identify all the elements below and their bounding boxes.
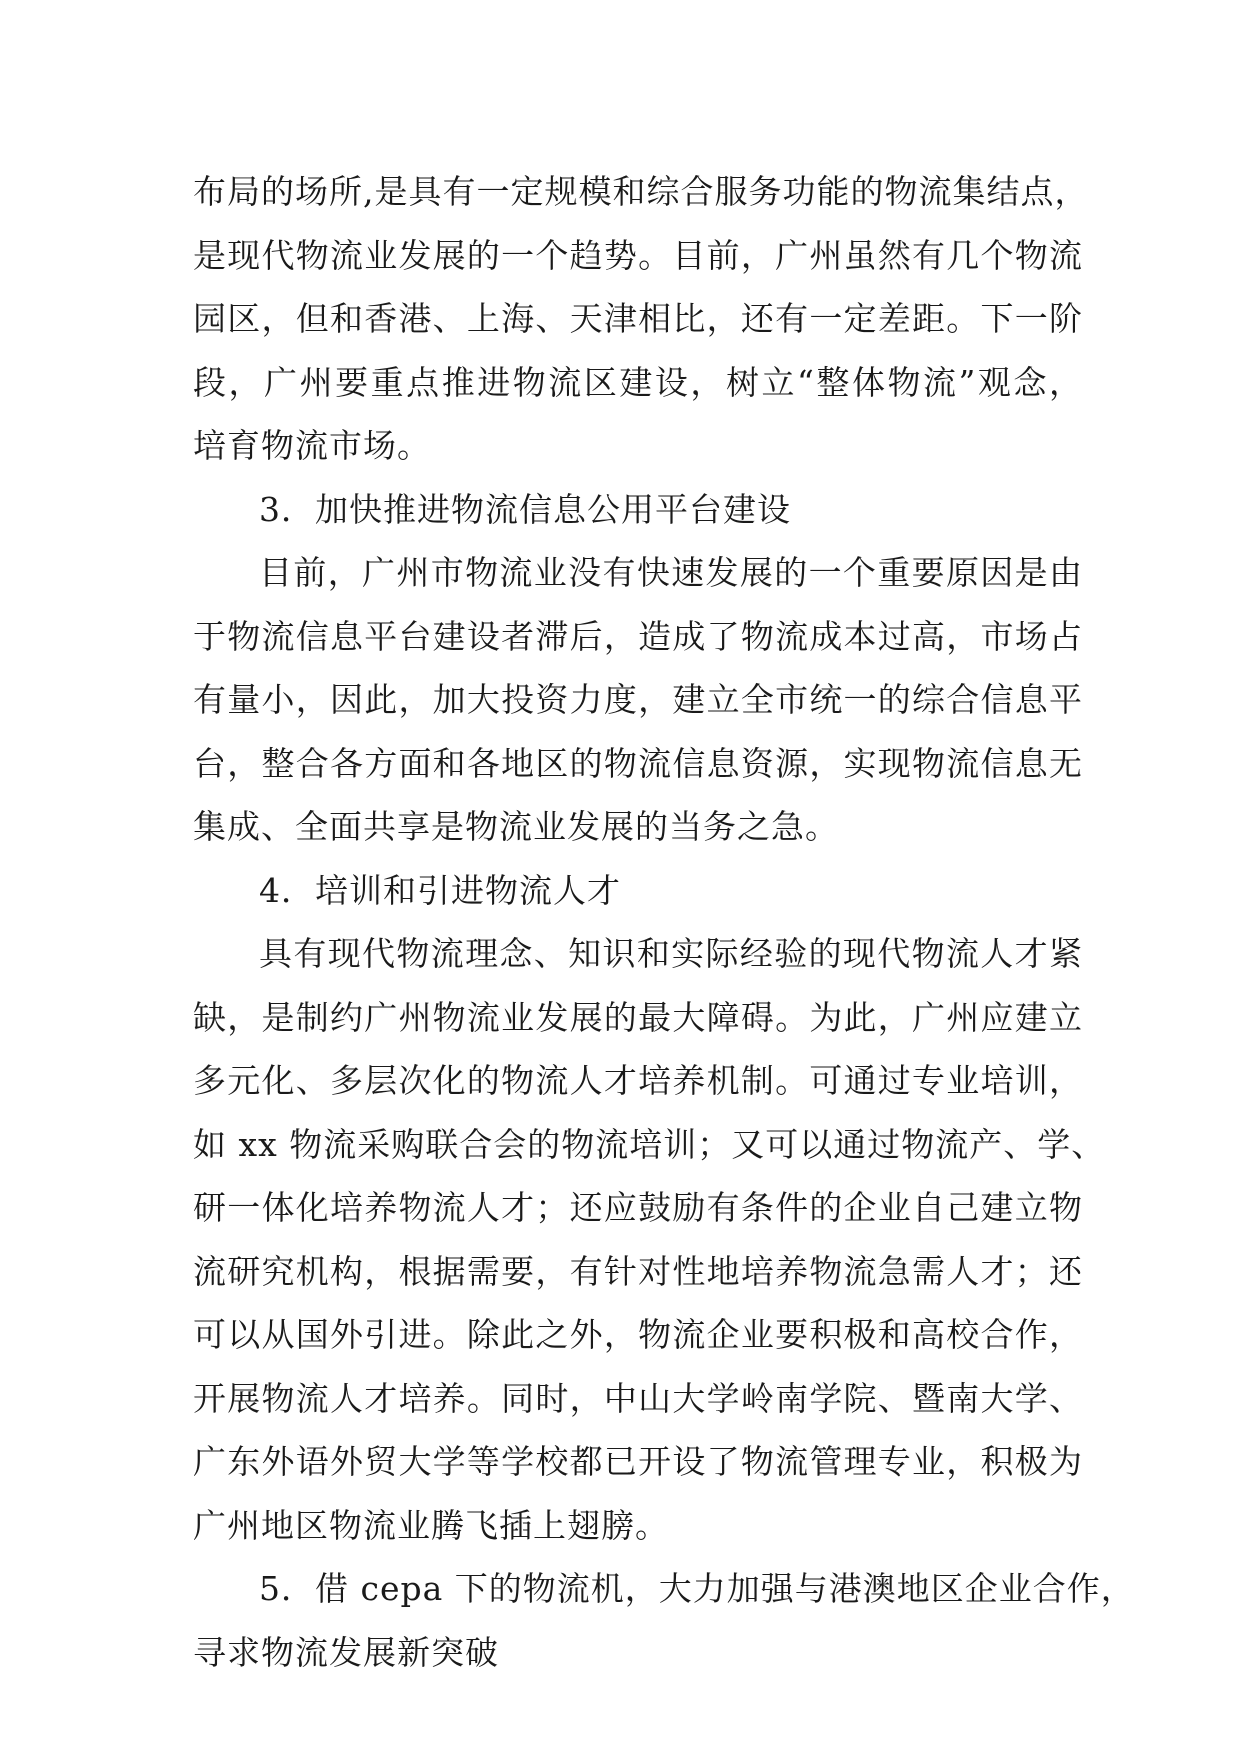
text-line: 广州地区物流业腾飞插上翅膀。 bbox=[193, 1505, 669, 1545]
document-body bbox=[193, 160, 1135, 1684]
text-line: 研一体化培养物流人才；还应鼓励有条件的企业自己建立物 bbox=[193, 1188, 1083, 1227]
text-line: 广东外语外贸大学等学校都已开设了物流管理专业，积极为 bbox=[193, 1442, 1083, 1481]
text-line: 如 xx 物流采购联合会的物流培训；又可以通过物流产、学、 bbox=[193, 1124, 1106, 1164]
text-line: 多元化、多层次化的物流人才培养机制。可通过专业培训， bbox=[193, 1061, 1083, 1100]
text-line: 是现代物流业发展的一个趋势。目前，广州虽然有几个物流 bbox=[193, 235, 1083, 275]
text-line: 集成、全面共享是物流业发展的当务之急。 bbox=[193, 807, 839, 846]
text-line: 有量小，因此，加大投资力度，建立全市统一的综合信息平 bbox=[193, 680, 1083, 719]
text-line: 流研究机构，根据需要，有针对性地培养物流急需人才；还 bbox=[193, 1251, 1083, 1291]
text-line: 开展物流人才培养。同时，中山大学岭南学院、暨南大学、 bbox=[193, 1378, 1083, 1418]
section-heading-continuation: 寻求物流发展新突破 bbox=[193, 1632, 499, 1672]
text-line: 缺，是制约广州物流业发展的最大障碍。为此，广州应建立 bbox=[193, 997, 1083, 1037]
section-heading: 3．加快推进物流信息公用平台建设 bbox=[259, 489, 791, 529]
section-heading: 5．借 cepa 下的物流机，大力加强与港澳地区企业合作， bbox=[259, 1569, 1135, 1608]
section-heading: 4．培训和引进物流人才 bbox=[259, 870, 621, 910]
text-line: 于物流信息平台建设者滞后，造成了物流成本过高，市场占 bbox=[193, 616, 1083, 656]
text-line: 台，整合各方面和各地区的物流信息资源，实现物流信息无 bbox=[193, 743, 1083, 783]
text-line: 可以从国外引进。除此之外，物流企业要积极和高校合作， bbox=[193, 1315, 1083, 1354]
text-line: 园区，但和香港、上海、天津相比，还有一定差距。下一阶 bbox=[193, 299, 1083, 338]
text-line: 布局的场所,是具有一定规模和综合服务功能的物流集结点， bbox=[193, 172, 1089, 211]
text-line: 具有现代物流理念、知识和实际经验的现代物流人才紧 bbox=[259, 934, 1083, 973]
text-line: 段，广州要重点推进物流区建设，树立“整体物流”观念， bbox=[193, 362, 1083, 402]
text-line: 培育物流市场。 bbox=[193, 426, 431, 465]
text-line: 目前，广州市物流业没有快速发展的一个重要原因是由 bbox=[259, 553, 1083, 592]
